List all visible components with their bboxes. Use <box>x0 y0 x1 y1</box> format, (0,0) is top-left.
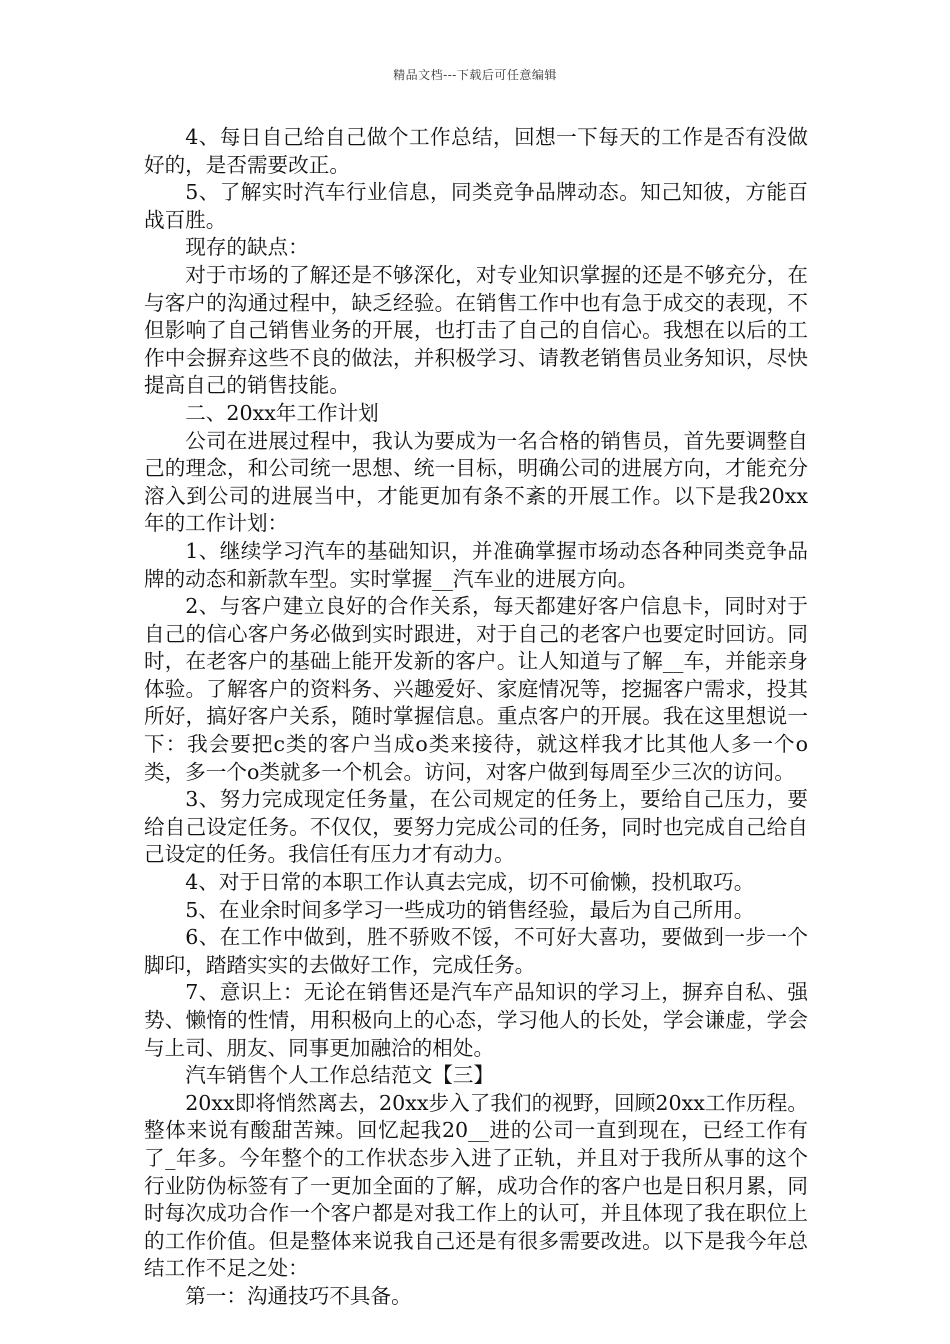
section-heading: 现存的缺点： <box>185 235 309 260</box>
paragraph: 7、意识上：无论在销售还是汽车产品知识的学习上，摒弃自私、强势、懒惰的性情，用积极向上的心态，学习他人的长处，学会谦虚，学会与上司、朋友、同事更加融洽的相处。 <box>144 980 808 1060</box>
document-body <box>144 124 808 1311</box>
paragraph: 1、继续学习汽车的基础知识，并准确掌握市场动态各种同类竞争品牌的动态和新款车型。实时掌握__汽车业的进展方向。 <box>144 538 808 591</box>
paragraph: 2、与客户建立良好的合作关系，每天都建好客户信息卡，同时对于自己的信心客户务必做到实时跟进，对于自己的老客户也要定时回访。同时，在老客户的基础上能开发新的客户。让人知道与了解__车，并能亲身体验。了解客户的资料务、兴趣爱好、家庭情况等，挖掘客户需求，投其所好，搞好客户关系，随时掌握信息。重点客户的开展。我在这里想说一下：我会要把c类的客户当成o类来接待，就这样我才比其他人多一个o类，多一个o类就多一个机会。访问，对客户做到每周至少三次的访问。 <box>144 594 808 784</box>
paragraph: 对于市场的了解还是不够深化，对专业知识掌握的还是不够充分，在与客户的沟通过程中，缺乏经验。在销售工作中也有急于成交的表现，不但影响了自己销售业务的开展，也打击了自己的自信心。我想在以后的工作中会摒弃这些不良的做法，并积极学习、请教老销售员业务知识，尽快提高自己的销售技能。 <box>144 262 808 398</box>
section-heading: 汽车销售个人工作总结范文【三】 <box>185 1063 495 1088</box>
paragraph: 20xx即将悄然离去，20xx步入了我们的视野，回顾20xx工作历程。整体来说有酸甜苦辣。回忆起我20__进的公司一直到现在，已经工作有了_年多。今年整个的工作状态步入进了正轨，并且对于我所从事的这个行业防伪标签有了一更加全面的了解，成功合作的客户也是日积月累，同时每次成功合作一个客户都是对我工作上的认可，并且体现了我在职位上的工作价值。但是整体来说我自己还是有很多需要改进。以下是我今年总结工作不足之处： <box>144 1090 808 1281</box>
section-heading: 二、20xx年工作计划 <box>185 400 379 425</box>
paragraph: 5、在业余时间多学习一些成功的销售经验，最后为自己所用。 <box>185 897 755 922</box>
paragraph: 4、对于日常的本职工作认真去完成，切不可偷懒，投机取巧。 <box>185 870 755 895</box>
paragraph: 第一：沟通技巧不具备。 <box>185 1283 412 1308</box>
paragraph: 4、每日自己给自己做个工作总结，回想一下每天的工作是否有没做好的，是否需要改正。 <box>144 125 808 177</box>
page-header: 精品文档---下载后可任意编辑 <box>393 68 557 82</box>
paragraph: 6、在工作中做到，胜不骄败不馁，不可好大喜功，要做到一步一个脚印，踏踏实实的去做好工作，完成任务。 <box>144 925 808 977</box>
paragraph: 3、努力完成现定任务量，在公司规定的任务上，要给自己压力，要给自己设定任务。不仅仅，要努力完成公司的任务，同时也完成自己给自己设定的任务。我信任有压力才有动力。 <box>144 787 808 867</box>
paragraph: 公司在进展过程中，我认为要成为一名合格的销售员，首先要调整自己的理念，和公司统一思想、统一目标，明确公司的进展方向，才能充分溶入到公司的进展当中，才能更加有条不紊的开展工作。以下是我20xx年的工作计划： <box>144 428 808 536</box>
paragraph: 5、了解实时汽车行业信息，同类竞争品牌动态。知己知彼，方能百战百胜。 <box>144 180 808 232</box>
